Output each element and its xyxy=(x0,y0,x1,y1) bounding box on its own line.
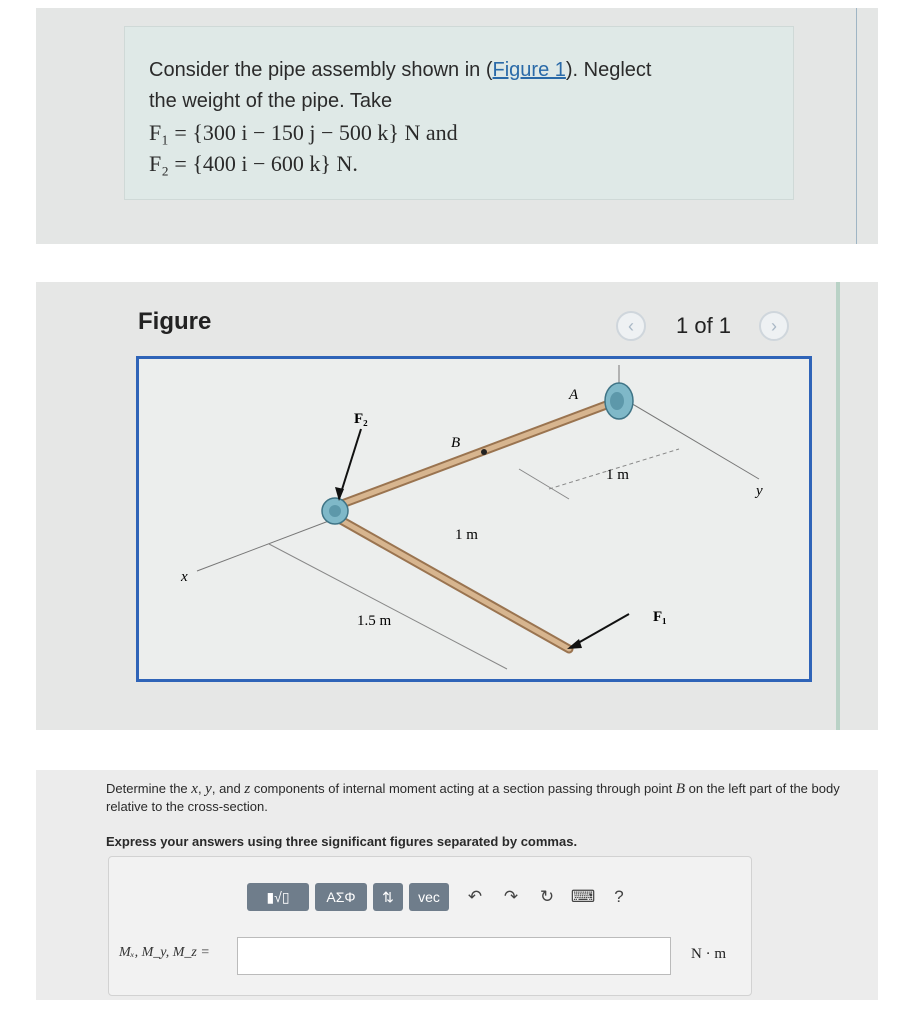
problem-statement xyxy=(124,26,794,200)
reset-icon[interactable]: ↻ xyxy=(539,887,555,906)
pipe-assembly-diagram xyxy=(139,359,809,679)
question-part-1: Determine the xyxy=(106,781,192,796)
pipe-lower-highlight xyxy=(339,519,569,649)
flange-a-inner xyxy=(610,392,624,410)
label-1m-top: 1 m xyxy=(606,467,629,483)
dim-1m-mid xyxy=(519,469,569,499)
figure-image xyxy=(136,356,812,682)
answer-panel xyxy=(108,856,752,996)
label-a: A xyxy=(569,387,579,403)
problem-text xyxy=(149,55,651,179)
pager-label: 1 of 1 xyxy=(676,313,732,338)
undo-icon[interactable]: ↶ xyxy=(467,887,483,906)
question-panel xyxy=(36,770,878,1000)
problem-intro: Consider the pipe assembly shown in ( xyxy=(149,59,493,81)
panel-edge xyxy=(836,282,840,730)
templates-button[interactable]: ▮√▯ xyxy=(247,883,309,911)
answer-unit: N · m xyxy=(691,946,726,962)
answer-label: Mₓ, M_y, M_z = xyxy=(119,945,210,960)
label-y: y xyxy=(756,483,763,499)
figure-pager xyxy=(616,308,789,344)
figure-title: Figure xyxy=(138,308,212,335)
force-f2-arrow xyxy=(339,429,361,499)
symbols-button[interactable]: ΑΣΦ xyxy=(315,883,367,911)
help-icon[interactable]: ? xyxy=(614,887,624,906)
force-f1: F₁ = {300 i − 150 j − 500 k} N and xyxy=(149,120,458,145)
problem-panel xyxy=(36,8,878,244)
var-z: z xyxy=(244,781,251,797)
pipe-ab-highlight xyxy=(334,401,617,507)
elbow-fitting-inner xyxy=(329,505,341,517)
label-1m-mid: 1 m xyxy=(455,527,478,543)
label-b: B xyxy=(451,435,461,451)
keyboard-icon[interactable]: ⌨ xyxy=(570,887,596,906)
var-b: B xyxy=(675,781,686,797)
problem-intro-end: ). Neglect xyxy=(565,59,652,81)
vector-button[interactable]: vec xyxy=(409,883,449,911)
figure-link[interactable]: Figure 1 xyxy=(492,59,566,81)
y-axis xyxy=(624,399,759,479)
divider xyxy=(856,8,857,244)
chevron-left-icon[interactable]: ‹ xyxy=(616,311,646,341)
label-1-5m: 1.5 m xyxy=(357,613,392,629)
sort-button[interactable]: ⇅ xyxy=(373,883,403,911)
question-part-2: components of internal moment acting at a section passing through point xyxy=(250,781,676,796)
question-part-3: on the left part of the body relative to the cross-section. xyxy=(106,781,840,814)
var-y: y xyxy=(205,781,212,797)
label-f1: F₁ xyxy=(653,609,667,625)
question-sep-2: , and xyxy=(211,781,245,796)
var-x: x xyxy=(191,781,198,797)
label-x: x xyxy=(181,569,188,585)
figure-panel xyxy=(36,282,878,730)
instruction: Express your answers using three significant figures separated by commas. xyxy=(106,834,578,849)
force-f2: F₂ = {400 i − 600 k} N. xyxy=(149,151,358,176)
answer-input[interactable] xyxy=(237,937,671,975)
chevron-right-icon[interactable]: › xyxy=(759,311,789,341)
problem-line-2: the weight of the pipe. Take xyxy=(149,90,393,112)
x-axis xyxy=(197,519,334,571)
dim-1-5m xyxy=(269,544,507,669)
question-sep-1: , xyxy=(197,781,206,796)
redo-icon[interactable]: ↷ xyxy=(503,887,519,906)
math-toolbar xyxy=(247,883,635,911)
label-f2: F₂ xyxy=(354,411,368,427)
point-b xyxy=(481,449,487,455)
question-text xyxy=(106,780,846,815)
